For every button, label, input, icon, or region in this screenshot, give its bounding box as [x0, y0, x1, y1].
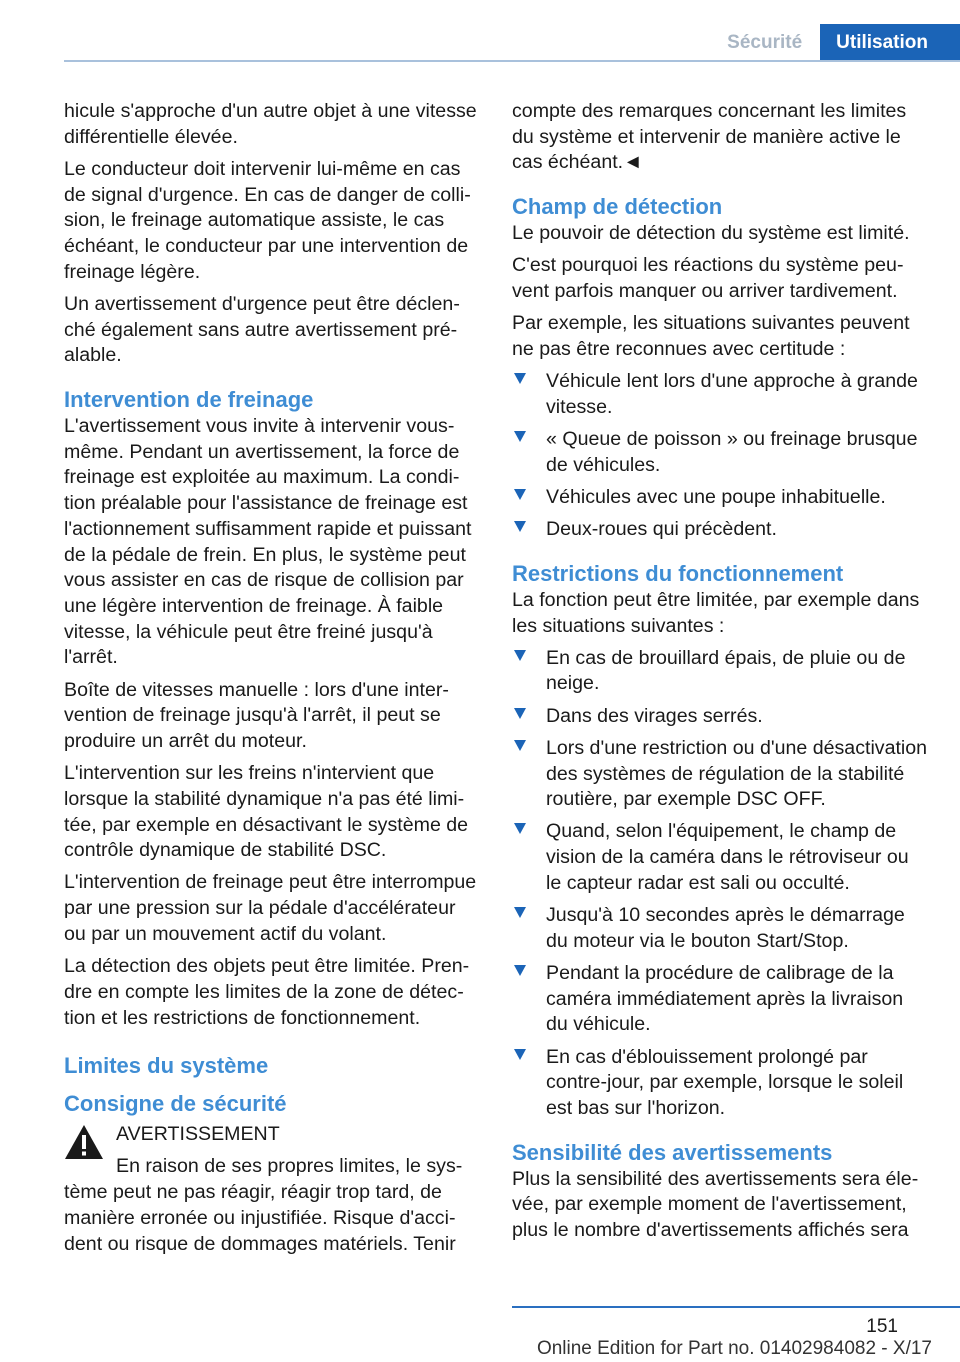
- list-item: [512, 903, 928, 954]
- page-number: 151: [866, 1316, 898, 1337]
- list-item: [512, 819, 928, 896]
- list-item: [512, 736, 928, 813]
- paragraph: compte des remarques concernant les limites du système et intervenir de manière active le cas échéant.◄: [512, 100, 907, 174]
- list-item: [512, 485, 928, 511]
- edition-note: Online Edition for Part no. 01402984082 - X/17: [536, 1338, 932, 1359]
- heading-champ-de-detection: Champ de détection: [512, 194, 723, 220]
- paragraph: L'intervention sur les freins n'intervient que lorsque la stabilité dynamique n'a pas été limitée, par exemple en désactivant le système de contrôle dynamique de stabilité DSC.: [64, 762, 469, 862]
- tab-utilisation[interactable]: Utilisation: [820, 24, 960, 62]
- list-item-text: Deux-roues qui précèdent.: [546, 518, 777, 541]
- tab-securite[interactable]: Sécurité: [709, 24, 820, 62]
- header-divider: [64, 60, 960, 62]
- paragraph: La détection des objets peut être limitée. Prendre en compte les limites de la zone de détection et les restrictions de fonctionnement.: [64, 955, 470, 1029]
- warning-block: [64, 1122, 480, 1257]
- list-item-text: En cas de brouillard épais, de pluie ou de neige.: [546, 646, 906, 695]
- paragraph: Le conducteur doit intervenir lui-même en cas de signal d'urgence. En cas de danger de collision, le freinage automatique assiste, le cas échéant, le conducteur par une intervention de freinage légère.: [64, 157, 471, 283]
- warning-text: [64, 1154, 480, 1257]
- list-item: [512, 369, 928, 420]
- list-item-text: Véhicule lent lors d'une approche à grande vitesse.: [546, 370, 918, 418]
- footer-divider: [512, 1306, 960, 1308]
- heading-restrictions-du-fonctionnement: Restrictions du fonctionnement: [512, 560, 844, 586]
- paragraph: Le pouvoir de détection du système est limité.: [512, 222, 910, 245]
- right-column: [512, 99, 928, 1250]
- triangle-down-bullet-icon: [514, 907, 526, 918]
- paragraph: L'avertissement vous invite à intervenir vous-même. Pendant un avertissement, la force de freinage est exploitée au maximum. La condition préalable pour l'assistance de freinage est l'actionnement suffisamment rapide et puissant de la pédale de frein. En plus, le système peut vous assister en cas de risque de collision par une légère intervention de freinage. À faible vitesse, la véhicule peut être freiné jusqu'à l'arrêt.: [64, 415, 472, 669]
- list-item: [512, 427, 928, 478]
- triangle-down-bullet-icon: [514, 431, 526, 442]
- paragraph: La fonction peut être limitée, par exemple dans les situations suivantes :: [512, 588, 920, 637]
- list-item-text: « Queue de poisson » ou freinage brusque de véhicules.: [546, 428, 918, 476]
- heading-sensibilite-des-avertissements: Sensibilité des avertissements: [512, 1139, 833, 1165]
- warning-text-body: En raison de ses propres limites, le système peut ne pas réagir, réagir trop tard, de manière erronée ou injustifiée. Risque d'accident ou risque de dommages matériels. Tenir: [64, 1155, 463, 1255]
- heading-limites-du-systeme: Limites du système: [64, 1053, 269, 1079]
- triangle-down-bullet-icon: [514, 965, 526, 976]
- list-item-text: En cas d'éblouissement prolongé par contre-jour, par exemple, lorsque le soleil est bas sur l'horizon.: [546, 1045, 904, 1119]
- list-item: [512, 961, 928, 1038]
- triangle-down-bullet-icon: [514, 373, 526, 384]
- triangle-down-bullet-icon: [514, 708, 526, 719]
- triangle-down-bullet-icon: [514, 521, 526, 532]
- list-item: [512, 646, 928, 697]
- paragraph: Un avertissement d'urgence peut être déclenché également sans autre avertissement préalable.: [64, 292, 460, 367]
- list-item: [512, 1045, 928, 1122]
- warning-triangle-icon: [64, 1124, 104, 1160]
- triangle-down-bullet-icon: [514, 650, 526, 661]
- triangle-down-bullet-icon: [514, 489, 526, 500]
- list-item-text: Quand, selon l'équipement, le champ de vision de la caméra dans le rétroviseur ou le capteur radar est sali ou occulté.: [546, 820, 909, 894]
- list-item: [512, 517, 928, 543]
- heading-intervention-de-freinage: Intervention de freinage: [64, 387, 314, 413]
- detection-limits-list: [512, 369, 928, 543]
- list-item-text: Lors d'une restriction ou d'une désactivation des systèmes de régulation de la stabilité routière, par exemple DSC OFF.: [546, 736, 928, 811]
- triangle-down-bullet-icon: [514, 740, 526, 751]
- paragraph: hicule s'approche d'un autre objet à une vitesse différentielle élevée.: [64, 100, 477, 148]
- list-item-text: Véhicules avec une poupe inhabituelle.: [546, 485, 886, 508]
- triangle-down-bullet-icon: [514, 823, 526, 834]
- function-restrictions-list: [512, 646, 928, 1122]
- paragraph: Plus la sensibilité des avertissements sera élevée, par exemple moment de l'avertissement, plus le nombre d'avertissements affichés sera: [512, 1167, 919, 1242]
- paragraph: Par exemple, les situations suivantes peuvent ne pas être reconnues avec certitude :: [512, 312, 910, 360]
- header-tabs: [709, 24, 960, 62]
- list-item-text: Dans des virages serrés.: [546, 704, 763, 727]
- paragraph: Boîte de vitesses manuelle : lors d'une intervention de freinage jusqu'à l'arrêt, il peut se produire un arrêt du moteur.: [64, 678, 449, 752]
- triangle-down-bullet-icon: [514, 1049, 526, 1060]
- paragraph: C'est pourquoi les réactions du système peuvent parfois manquer ou arriver tardivement.: [512, 254, 904, 303]
- warning-title: AVERTISSEMENT: [116, 1123, 280, 1146]
- list-item-text: Jusqu'à 10 secondes après le démarrage du moteur via le bouton Start/Stop.: [546, 904, 905, 952]
- paragraph: L'intervention de freinage peut être interrompue par une pression sur la pédale d'accélérateur ou par un mouvement actif du volant.: [64, 871, 477, 945]
- left-column: [64, 99, 480, 1264]
- list-item-text: Pendant la procédure de calibrage de la caméra immédiatement après la livraison du véhicule.: [546, 961, 904, 1036]
- heading-consigne-de-securite: Consigne de sécurité: [64, 1091, 287, 1117]
- list-item: [512, 704, 928, 730]
